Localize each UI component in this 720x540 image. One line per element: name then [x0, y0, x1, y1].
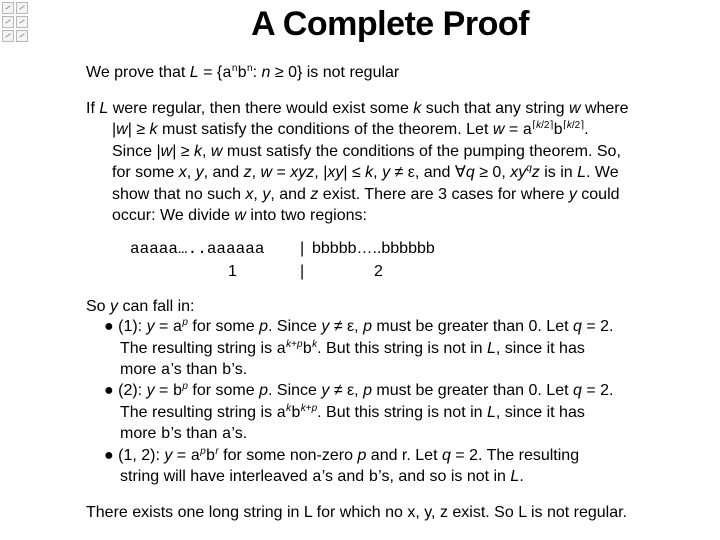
- region-label-1: 1: [228, 263, 237, 280]
- case-3-line-2: string will have interleaved a’s and b’s, and so is not in L.: [120, 468, 524, 486]
- case-1-line-1: ● (1): $y = a^p$ for some p. Since y ≠ ε, p must be greater than 0. Let q = 2.: [104, 317, 614, 336]
- case-2-line-2: The resulting string is $a^kb^{k+p}$. But this string is not in L, since it has: [120, 403, 585, 422]
- string-regions-diagram: [130, 240, 530, 284]
- case-2-line-1: ● (2): $y = b^p$ for some p. Since y ≠ ε, p must be greater than 0. Let q = 2.: [104, 381, 614, 400]
- case-2-line-3: more b’s than a’s.: [120, 425, 248, 443]
- intro-statement: We prove that $L = \{a^nb^n$: n ≥ 0} is not regular: [86, 63, 400, 82]
- region-b-string: bbbbb…..bbbbbb: [312, 240, 435, 257]
- case-1-line-2: The resulting string is $a^{k+p}b^k$. But this string is not in L, since it has: [120, 339, 585, 358]
- proof-paragraph-line-2: |w| ≥ k must satisfy the conditions of the theorem. Let $w = a^{⌈k/2⌉}b^{⌈k/2⌉}$.: [112, 120, 589, 139]
- proof-paragraph-line-5: show that no such x, y, and z exist. There are 3 cases for where y could: [112, 186, 620, 203]
- slide-title: A Complete Proof: [251, 5, 529, 43]
- region-a-string: aaaaa…..aaaaaa: [130, 240, 265, 258]
- case-1-line-3: more a’s than b’s.: [120, 361, 248, 379]
- proof-paragraph-line-6: occur: We divide w into two regions:: [112, 207, 367, 224]
- region-divider: |: [300, 263, 305, 280]
- proof-paragraph-line-4: for some x, y, and z, w = xyz, |xy| ≤ k, y ≠ ε, and ∀q ≥ 0, $xy^qz$ is in L. We: [112, 163, 619, 181]
- case-3-line-1: ● (1, 2): $y = a^pb^r$ for some non-zero p and r. Let q = 2. The resulting: [104, 446, 580, 465]
- region-label-2: 2: [374, 263, 383, 280]
- conclusion: There exists one long string in L for which no x, y, z exist. So L is not regular.: [86, 504, 627, 521]
- cases-lead: So y can fall in:: [86, 298, 195, 315]
- proof-paragraph-line-3: Since |w| ≥ k, w must satisfy the conditions of the pumping theorem. So,: [112, 143, 621, 160]
- region-divider: |: [300, 240, 305, 257]
- proof-paragraph-line-1: If L were regular, then there would exist some k such that any string w where: [86, 100, 629, 117]
